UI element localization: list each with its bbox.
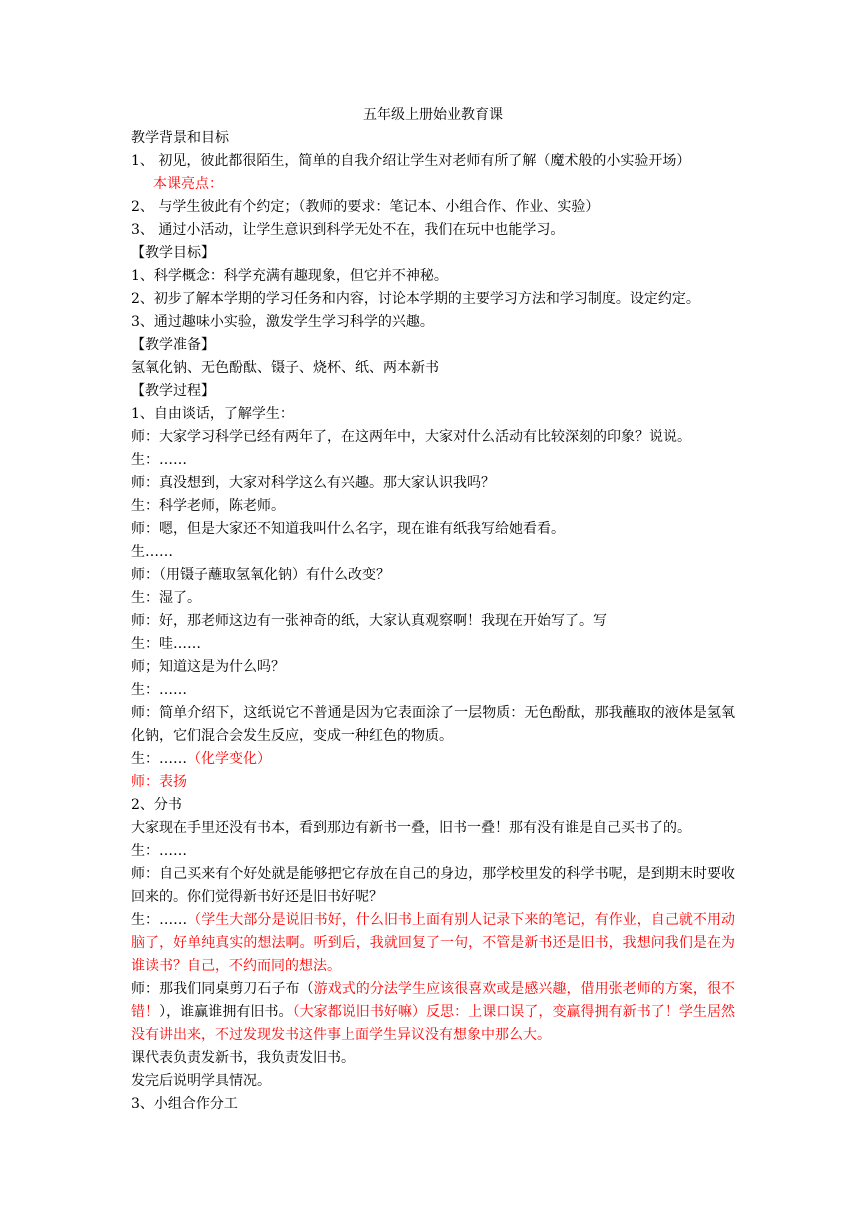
dialogue-line: 生：湿了。 bbox=[131, 590, 201, 606]
text-line: 氢氧化钠、无色酚酞、镊子、烧杯、纸、两本新书 bbox=[131, 360, 439, 376]
text-line: 1、自由谈话，了解学生： bbox=[131, 406, 294, 422]
dialogue-paragraph: 师：简单介绍下，这纸说它不普通是因为它表面涂了一层物质：无色酚酞，那我蘸取的液体是氢氧化钠，它们混合会发生反应，变成一种红色的物质。 bbox=[131, 705, 735, 744]
highlight-note: 本课亮点： bbox=[153, 176, 223, 192]
dialogue-paragraph: 师：自己买来有个好处就是能够把它存放在自己的身边，那学校里发的科学书呢，是到期末时要收回来的。你们觉得新书好还是旧书好呢？ bbox=[131, 866, 735, 905]
red-annotation: 游戏式的分法学生应该很喜欢或是感兴趣，借用张老师的方案，很不错！ bbox=[131, 981, 736, 1020]
dialogue-text: 生：…… bbox=[131, 751, 187, 767]
dialogue-line bbox=[131, 748, 735, 771]
dialogue-line: 生：科学老师，陈老师。 bbox=[131, 498, 285, 514]
dialogue-line: 师：好，那老师这边有一张神奇的纸，大家认真观察啊！我现在开始写了。写 bbox=[131, 613, 607, 629]
red-annotation: （大家都说旧书好嘛）反思：上课口误了，变赢得拥有新书了！学生居然没有讲出来，不过发现发书这件事上面学生异议没有想象中那么大。 bbox=[131, 1004, 736, 1043]
section-heading-prep: 【教学准备】 bbox=[131, 337, 215, 353]
section-heading-background: 教学背景和目标 bbox=[131, 130, 229, 146]
dialogue-text: 生：…… bbox=[131, 912, 188, 928]
dialogue-line: 生…… bbox=[131, 544, 173, 560]
dialogue-text: 师：那我们同桌剪刀石子布（ bbox=[131, 981, 314, 997]
text-line: 2、初步了解本学期的学习任务和内容，讨论本学期的主要学习方法和学习制度。设定约定。 bbox=[131, 291, 700, 307]
dialogue-line: 生：…… bbox=[131, 682, 187, 698]
dialogue-line: 生：…… bbox=[131, 843, 187, 859]
document-title: 五年级上册始业教育课 bbox=[363, 107, 503, 123]
dialogue-line: 师：嗯，但是大家还不知道我叫什么名字，现在谁有纸我写给她看看。 bbox=[131, 521, 565, 537]
red-annotation: （化学变化） bbox=[187, 751, 271, 767]
dialogue-line: 师：大家学习科学已经有两年了，在这两年中，大家对什么活动有比较深刻的印象？说说。 bbox=[131, 429, 691, 445]
dialogue-line: 生：…… bbox=[131, 452, 187, 468]
dialogue-line: 师：真没想到，大家对科学这么有兴趣。那大家认识我吗？ bbox=[131, 475, 495, 491]
red-annotation: 师：表扬 bbox=[131, 774, 187, 790]
text-line: 1、 初见，彼此都很陌生，简单的自我介绍让学生对老师有所了解（魔术般的小实验开场） bbox=[131, 153, 691, 169]
section-step: 3、小组合作分工 bbox=[131, 1096, 238, 1112]
text-line: 2、 与学生彼此有个约定；（教师的要求：笔记本、小组合作、作业、实验） bbox=[131, 199, 600, 215]
dialogue-paragraph bbox=[131, 978, 735, 1047]
text-line: 3、通过趣味小实验，激发学生学习科学的兴趣。 bbox=[131, 314, 434, 330]
dialogue-line: 师；知道这是为什么吗？ bbox=[131, 659, 285, 675]
text-line: 大家现在手里还没有书本，看到那边有新书一叠，旧书一叠！那有没有谁是自己买书了的。 bbox=[131, 820, 691, 836]
text-line: 课代表负责发新书，我负责发旧书。 bbox=[131, 1050, 355, 1066]
document-page bbox=[131, 104, 735, 1116]
text-line: 发完后说明学具情况。 bbox=[131, 1073, 271, 1089]
dialogue-line: 师：（用镊子蘸取氢氧化钠）有什么改变？ bbox=[131, 567, 390, 583]
dialogue-line: 生：哇…… bbox=[131, 636, 201, 652]
red-annotation: （学生大部分是说旧书好，什么旧书上面有别人记录下来的笔记，有作业，自己就不用动脑了，好单纯真实的想法啊。听到后，我就回复了一句，不管是新书还是旧书，我想问我们是在为谁读书？自己，不约而同的想法。 bbox=[131, 912, 736, 974]
section-step: 2、分书 bbox=[131, 797, 182, 813]
text-line: 3、 通过小活动，让学生意识到科学无处不在，我们在玩中也能学习。 bbox=[131, 222, 565, 238]
dialogue-text: ），谁赢谁拥有旧书。 bbox=[159, 1004, 293, 1020]
text-line: 1、科学概念：科学充满有趣现象，但它并不神秘。 bbox=[131, 268, 448, 284]
section-heading-goals: 【教学目标】 bbox=[131, 245, 215, 261]
section-heading-process: 【教学过程】 bbox=[131, 383, 215, 399]
dialogue-paragraph bbox=[131, 909, 735, 978]
